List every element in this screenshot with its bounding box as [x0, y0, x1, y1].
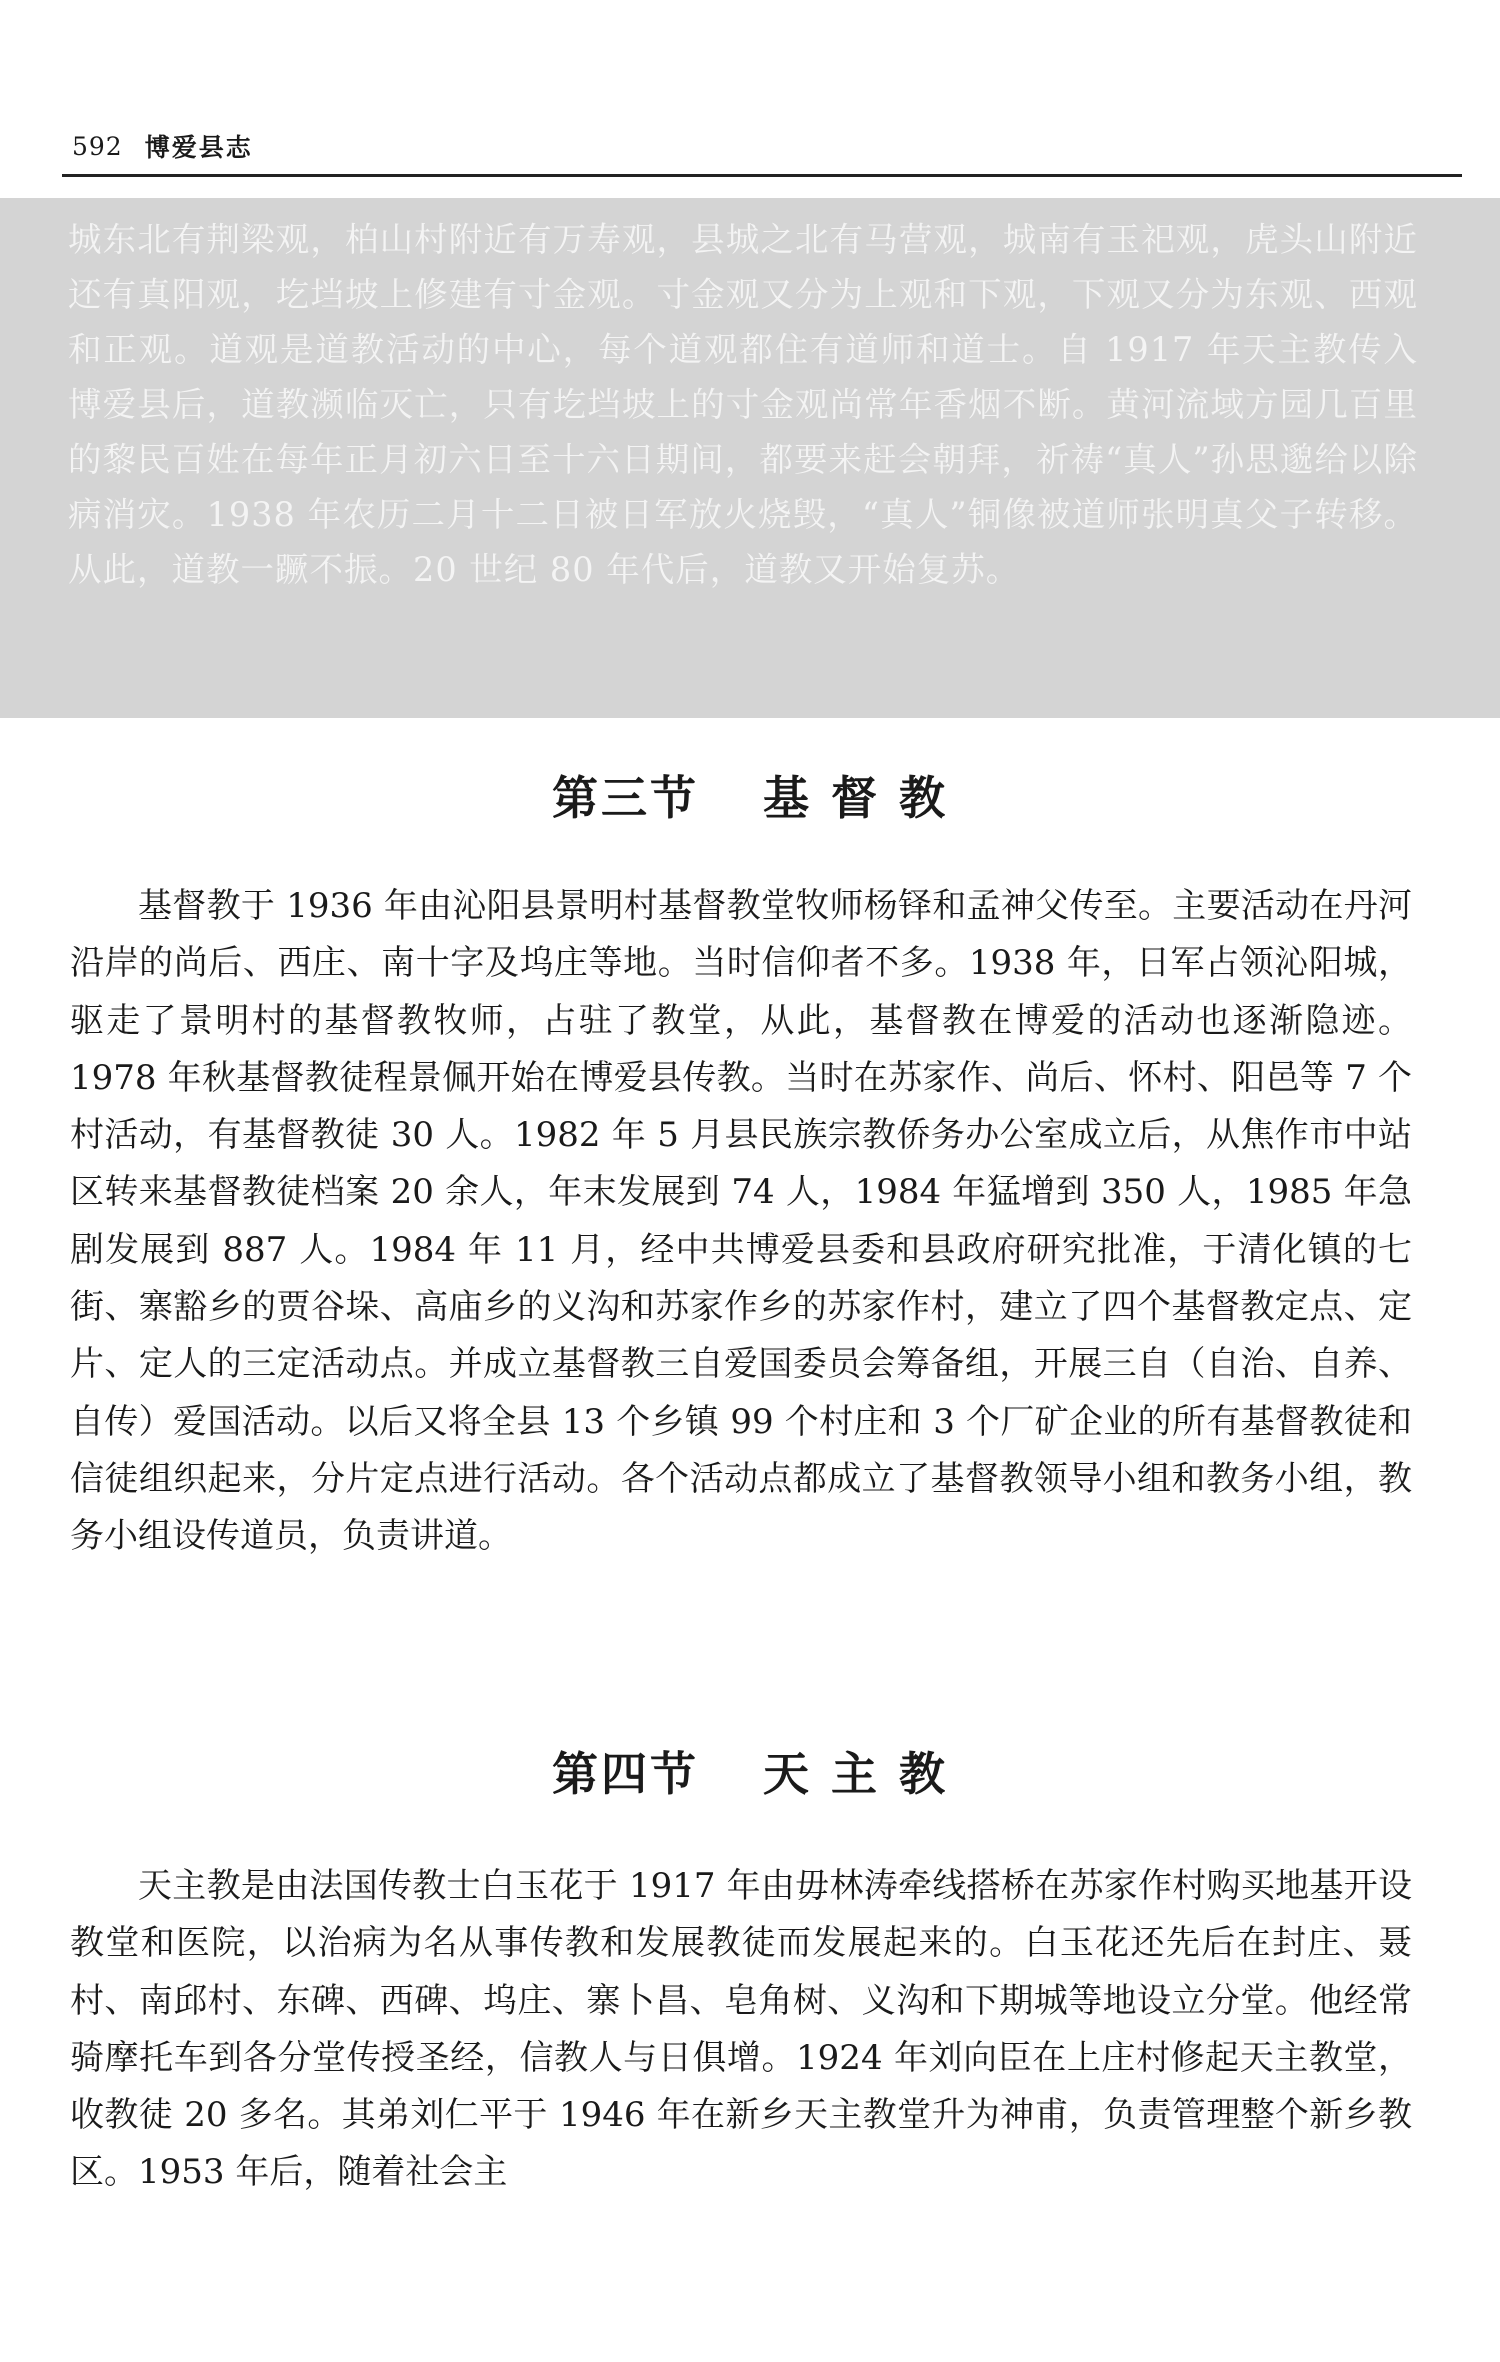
section-title: 基 督 教: [762, 771, 949, 825]
section-number: 第三节: [551, 771, 699, 825]
section-title: 天 主 教: [762, 1747, 949, 1801]
book-title: 博爱县志: [144, 133, 253, 162]
section-heading-catholicism: [0, 1738, 1500, 1804]
section-number: 第四节: [551, 1747, 699, 1801]
page-number: 592: [72, 131, 123, 161]
header-rule: [62, 174, 1462, 177]
catholicism-paragraph: 天主教是由法国传教士白玉花于 1917 年由毋林涛牵线搭桥在苏家作村购买地基开设教堂和医院，以治病为名从事传教和发展教徒而发展起来的。白玉花还先后在封庄、聂村、南邱村、东碑、西碑、坞庄、寨卜昌、皂角树、义沟和下期城等地设立分堂。他经常骑摩托车到各分堂传授圣经，信教人与日俱增。1924 年刘向臣在上庄村修起天主教堂，收教徒 20 多名。其弟刘仁平于 1946 年在新乡天主教堂升为神甫，负责管理整个新乡教区。1953 年后，随着社会主: [70, 1866, 1412, 2193]
section-heading-christianity: [0, 762, 1500, 828]
christianity-paragraph: 基督教于 1936 年由沁阳县景明村基督教堂牧师杨铎和孟神父传至。主要活动在丹河沿岸的尚后、西庄、南十字及坞庄等地。当时信仰者不多。1938 年，日军占领沁阳城，驱走了景明村的基督教牧师，占驻了教堂，从此，基督教在博爱的活动也逐渐隐迹。1978 年秋基督教徒程景佩开始在博爱县传教。当时在苏家作、尚后、怀村、阳邑等 7 个村活动，有基督教徒 30 人。1982 年 5 月县民族宗教侨务办公室成立后，从焦作市中站区转来基督教徒档案 20 余人，年末发展到 74 人，1984 年猛增到 350 人，1985 年急剧发展到 887 人。1984 年 11 月，经中共博爱县委和县政府研究批准，于清化镇的七街、寨豁乡的贾谷垛、高庙乡的义沟和苏家作乡的苏家作村，建立了四个基督教定点、定片、定人的三定活动点。并成立基督教三自爱国委员会筹备组，开展三自（自治、自养、自传）爱国活动。以后又将全县 13 个乡镇 99 个村庄和 3 个厂矿企业的所有基督教徒和信徒组织起来，分片定点进行活动。各个活动点都成立了基督教领导小组和教务小组，教务小组设传道员，负责讲道。: [70, 886, 1412, 1557]
running-header: [72, 126, 1462, 166]
shaded-excerpt-text: [68, 212, 1418, 597]
daoism-paragraph: 城东北有荆梁观，柏山村附近有万寿观，县城之北有马营观，城南有玉祀观，虎头山附近还有真阳观，圪垱坡上修建有寸金观。寸金观又分为上观和下观，下观又分为东观、西观和正观。道观是道教活动的中心，每个道观都住有道师和道士。自 1917 年天主教传入博爱县后，道教濒临灭亡，只有圪垱坡上的寸金观尚常年香烟不断。黄河流域方园几百里的黎民百姓在每年正月初六日至十六日期间，都要来赶会朝拜，祈祷“真人”孙思邈给以除病消灾。1938 年农历二月十二日被日军放火烧毁，“真人”铜像被道师张明真父子转移。从此，道教一蹶不振。20 世纪 80 年代后，道教又开始复苏。: [68, 220, 1418, 589]
